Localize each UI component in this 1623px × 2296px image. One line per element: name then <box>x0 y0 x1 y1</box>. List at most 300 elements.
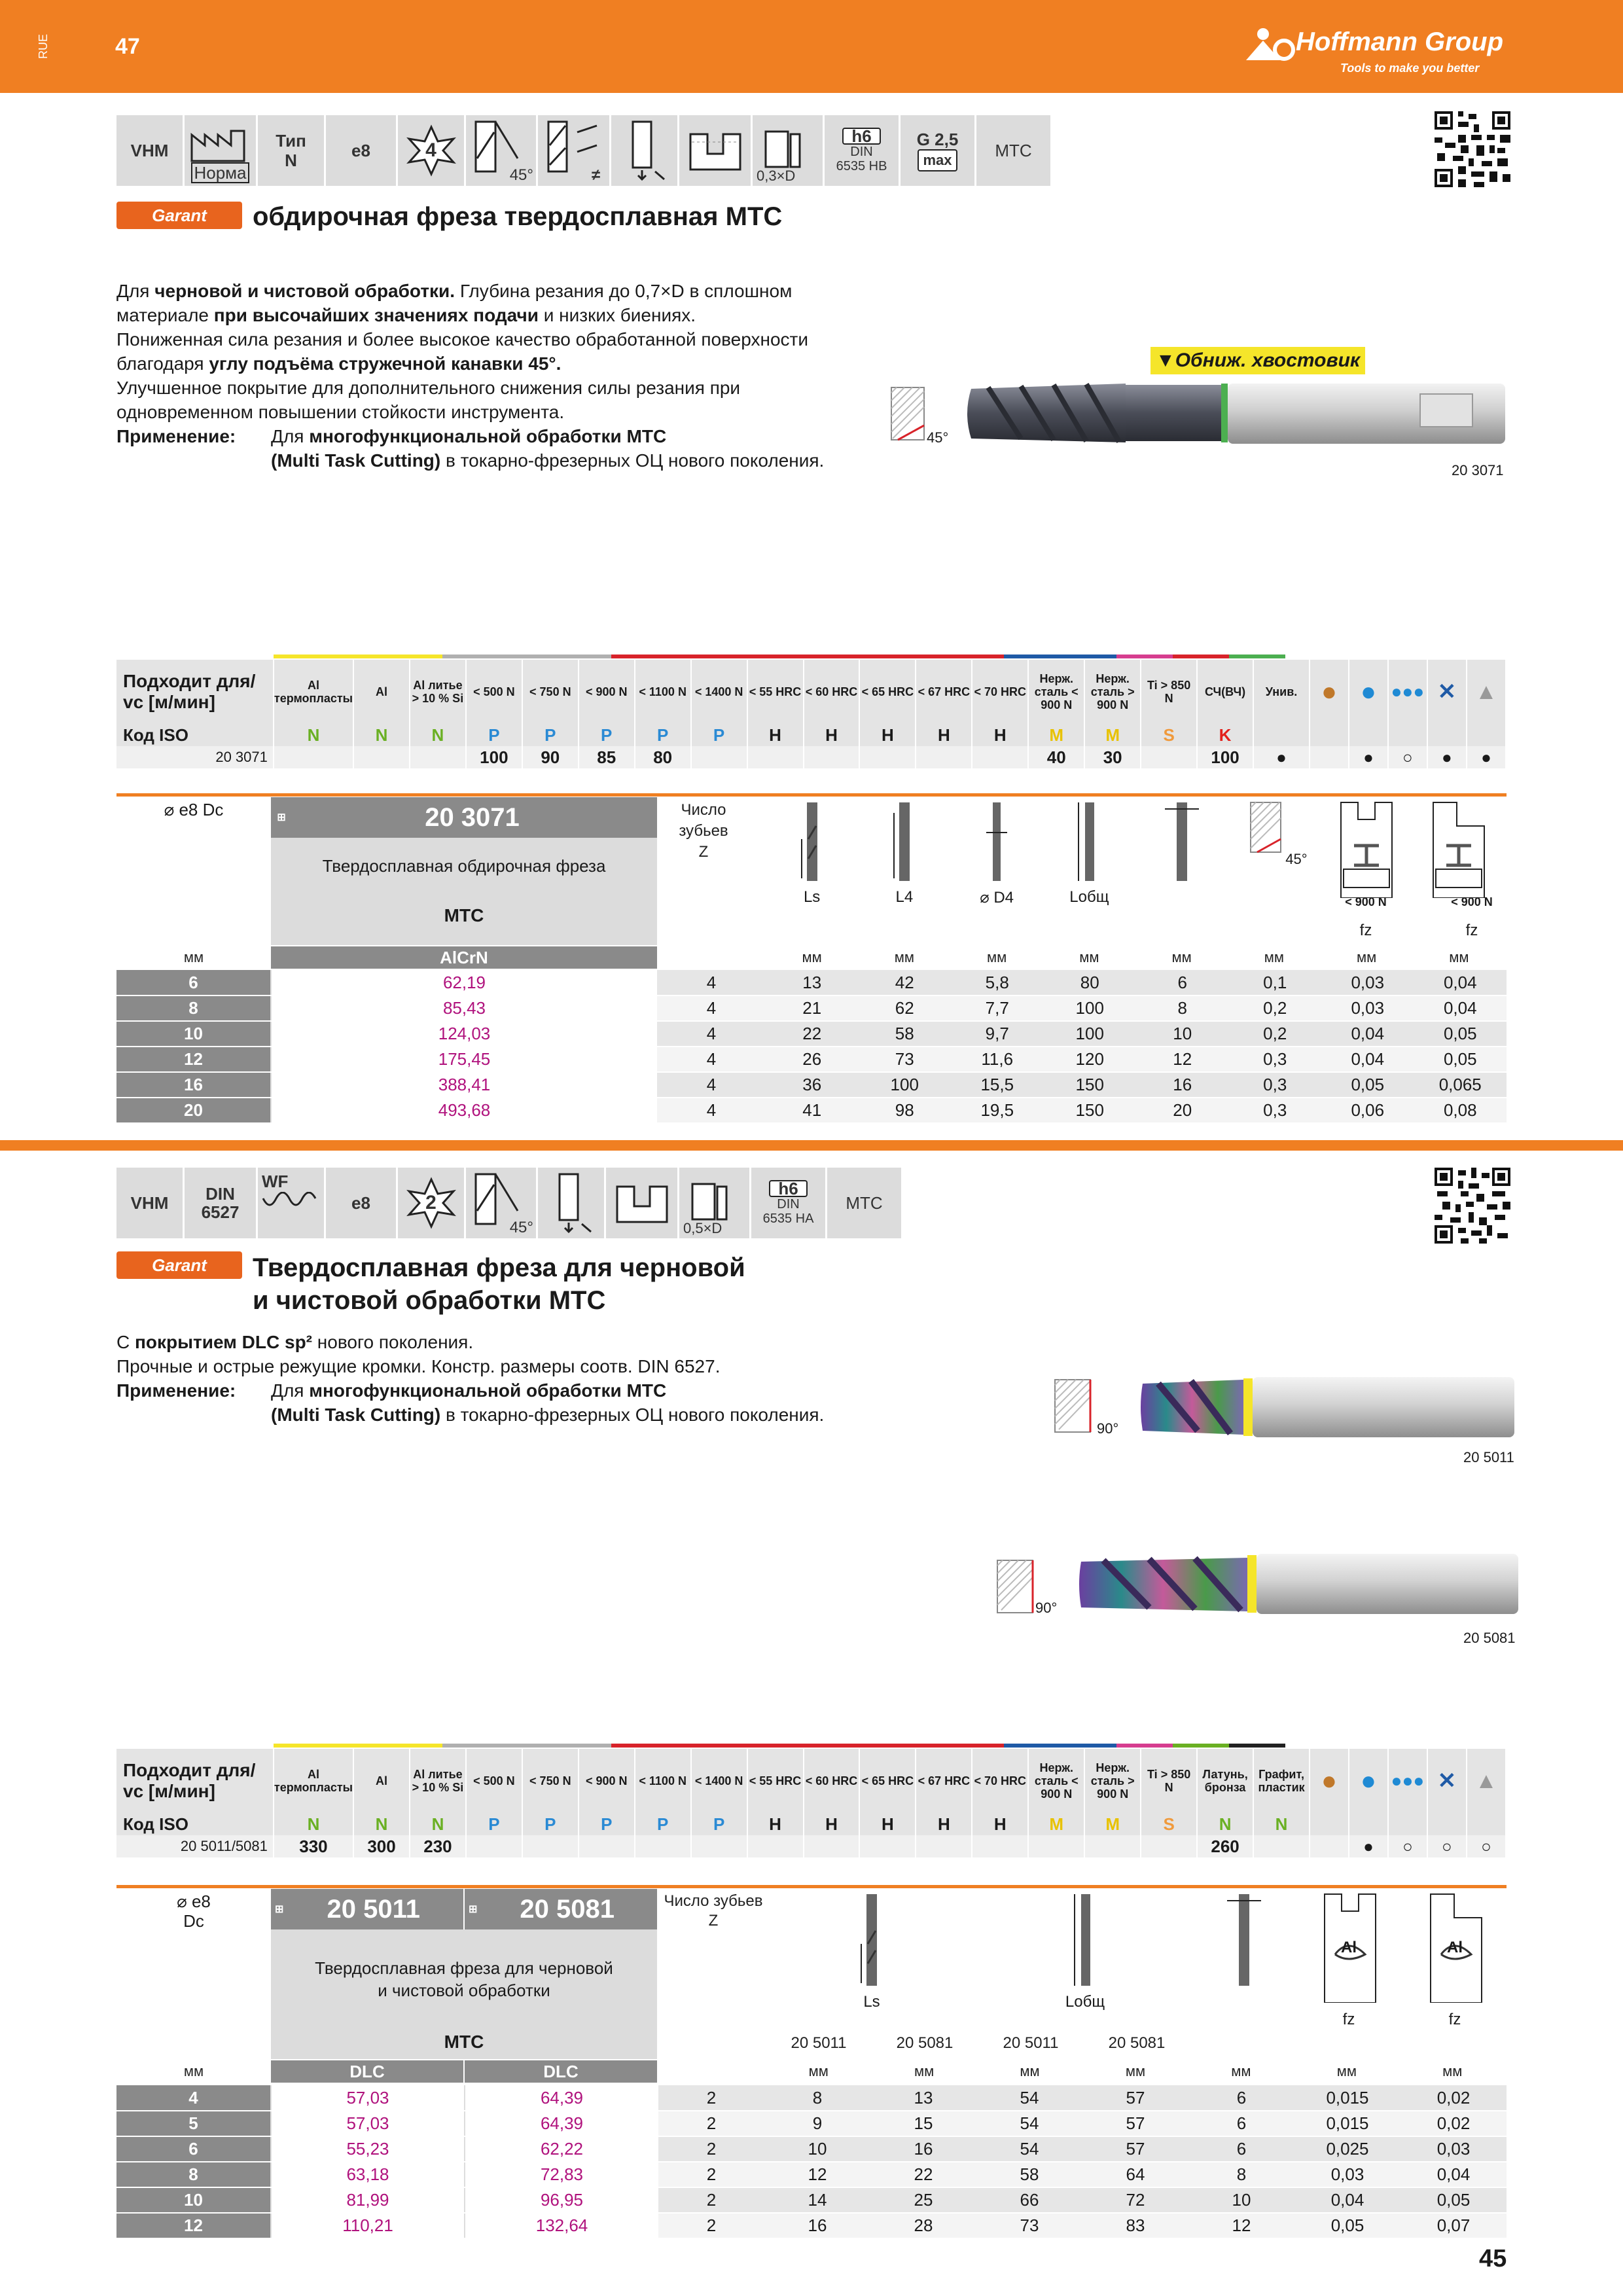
price-cell: 62,19 <box>271 970 657 996</box>
table-cell: 0,2 <box>1229 996 1322 1021</box>
iso-code: H <box>916 1813 972 1835</box>
material-header: Al литье > 10 % Si <box>410 660 466 724</box>
tool-image-203071 <box>962 374 1512 453</box>
table-cell: 20 <box>1136 1098 1229 1123</box>
angle-90-icon <box>995 1558 1041 1617</box>
material-header: < 1100 N <box>635 1749 691 1813</box>
iso-code: M <box>1084 1813 1141 1835</box>
table-cell: 0,025 <box>1294 2136 1400 2162</box>
diameter-cell: 10 <box>116 2187 271 2213</box>
table-cell: 41 <box>766 1098 859 1123</box>
fit-for-label <box>116 660 274 724</box>
table-row <box>116 2162 1507 2187</box>
reduced-shank-note <box>1150 347 1365 374</box>
side-milling-icon <box>762 128 814 173</box>
mtc-label: MTC <box>827 1168 903 1238</box>
table-cell: 57 <box>1082 2085 1188 2111</box>
price-cell: 388,41 <box>271 1072 657 1098</box>
table-cell: 12 <box>1136 1047 1229 1072</box>
ae-value: 0,3×D <box>757 168 796 184</box>
desc-bold: покрытием DLC sp² <box>135 1332 312 1352</box>
product-name-line-2: и чистовой обработки <box>378 1981 550 2000</box>
unit-label: мм <box>1442 2063 1463 2079</box>
table-cell: 15 <box>870 2111 976 2136</box>
page-number: 45 <box>1479 2245 1507 2272</box>
col-ls-head <box>766 1892 978 2011</box>
angle-label-3: 90° <box>1035 1600 1058 1616</box>
table-cell: 58 <box>976 2162 1082 2187</box>
diameter-label-line-1: ⌀ e8 <box>177 1892 211 1911</box>
vhm-label: VHM <box>116 115 185 186</box>
ramping-icon <box>545 1172 597 1234</box>
page-top-number: 47 <box>115 34 140 59</box>
table-cell: 4 <box>657 970 766 996</box>
image-code-1: 20 3071 <box>1452 462 1504 478</box>
table-cell: 8 <box>1188 2162 1294 2187</box>
desc-text: и низких биениях. <box>538 305 696 325</box>
table-cell: 62 <box>859 996 952 1021</box>
table-cell: 2 <box>658 2187 764 2213</box>
plunge-icon <box>611 115 679 186</box>
table-cell: 73 <box>859 1047 952 1072</box>
coating-label-2a: DLC <box>271 2060 463 2083</box>
vc-value <box>916 746 972 768</box>
table-cell: 0,02 <box>1400 2085 1507 2111</box>
diameter-cell: 16 <box>116 1072 271 1098</box>
material-header: Al <box>353 1749 410 1813</box>
diameter-label-line-2: Dc <box>183 1911 204 1931</box>
iso-code: P <box>691 724 747 746</box>
vc-value <box>466 1835 522 1857</box>
row-code: 20 5011/5081 <box>116 1835 274 1857</box>
norm-label: Норма <box>191 162 249 183</box>
table-cell: 98 <box>859 1098 952 1123</box>
table-cell: 0,05 <box>1400 2187 1507 2213</box>
angle-label-1: 45° <box>927 429 949 446</box>
air-icon: ▲ <box>1467 1749 1506 1813</box>
table-cell: 0,04 <box>1321 1047 1414 1072</box>
table-cell: 0,03 <box>1321 970 1414 996</box>
article-number-2b <box>465 1889 657 1929</box>
price-cell: 64,39 <box>465 2085 658 2111</box>
iso-code: H <box>972 724 1028 746</box>
dimension-table-2 <box>116 2085 1507 2239</box>
fz-al-label: Al <box>1341 1939 1357 1956</box>
material-header: < 55 HRC <box>747 1749 804 1813</box>
unit-label: мм <box>1079 949 1099 965</box>
angle-90-icon <box>1052 1377 1098 1436</box>
unit-label: мм <box>987 949 1007 965</box>
vc-value: 330 <box>274 1835 353 1857</box>
desc-bold: (Multi Task Cutting) <box>271 450 441 471</box>
table-row <box>116 2136 1507 2162</box>
iso-code: P <box>579 1813 635 1835</box>
table-cell: 0,05 <box>1321 1072 1414 1098</box>
ls-label: Ls <box>803 888 821 906</box>
teeth-column-header <box>661 1892 766 1931</box>
table-row <box>116 1072 1507 1098</box>
material-header: Унив. <box>1253 660 1310 724</box>
side-language-label: RUE <box>37 33 50 59</box>
vc-value <box>274 746 353 768</box>
desc-bold: (Multi Task Cutting) <box>271 1405 441 1425</box>
article-number-2a <box>271 1889 463 1929</box>
product-name: Твердосплавная обдирочная фреза <box>322 856 606 876</box>
materials-table-1 <box>116 660 1507 768</box>
table-cell: 100 <box>1044 1021 1137 1047</box>
water-drop-icon: ● <box>1349 660 1388 724</box>
table-cell: 54 <box>976 2085 1082 2111</box>
material-header: < 70 HRC <box>972 1749 1028 1813</box>
arrow-down-icon: ▼ <box>1156 350 1175 371</box>
table-cell: 0,08 <box>1414 1098 1507 1123</box>
diameter-cell: 6 <box>116 970 271 996</box>
price-cell: 96,95 <box>465 2187 658 2213</box>
table-cell: 54 <box>976 2111 1082 2136</box>
table-cell: 72 <box>1082 2187 1188 2213</box>
coolant-value <box>1310 746 1349 768</box>
material-header: Нерж. сталь < 900 N <box>1028 1749 1084 1813</box>
table-row <box>116 2085 1507 2111</box>
iso-code: H <box>916 724 972 746</box>
table-cell: 0,05 <box>1294 2213 1400 2238</box>
ls-dimension-icon <box>859 1892 885 1990</box>
coolant-value: ○ <box>1467 1835 1506 1857</box>
vc-value <box>410 746 466 768</box>
tool-image-205081 <box>1077 1551 1522 1617</box>
vc-value <box>691 1835 747 1857</box>
iso-code: H <box>804 724 860 746</box>
iso-code: N <box>410 1813 466 1835</box>
unit-label: мм <box>1357 949 1377 965</box>
table-cell: 0,04 <box>1414 970 1507 996</box>
article-number: 20 5081 <box>520 1894 615 1924</box>
din-label: DIN <box>850 145 873 159</box>
iso-code-label: Код ISO <box>116 1813 274 1835</box>
table-cell: 150 <box>1044 1098 1137 1123</box>
l4-dimension-icon <box>891 800 918 885</box>
desc-text: Пониженная сила резания и более высокое качество обработанной поверхности <box>116 329 808 350</box>
slot-icon <box>679 115 753 186</box>
balance-icon <box>901 115 976 186</box>
slot-milling-icon <box>688 128 743 173</box>
sub-code: 20 5081 <box>896 2034 954 2052</box>
vc-value: 100 <box>1197 746 1253 768</box>
price-cell: 493,68 <box>271 1098 657 1123</box>
article-number: 20 5011 <box>327 1894 420 1924</box>
coolant-value: ○ <box>1427 1835 1467 1857</box>
material-header: Нерж. сталь < 900 N <box>1028 660 1084 724</box>
unit-label: мм <box>1231 2063 1251 2079</box>
table-cell: 54 <box>976 2136 1082 2162</box>
diameter-cell: 6 <box>116 2136 271 2162</box>
material-header: < 500 N <box>466 1749 522 1813</box>
desc-text: Для <box>271 1380 310 1401</box>
table-cell: 4 <box>657 1021 766 1047</box>
teeth-count: 2 <box>425 1192 437 1213</box>
vc-value: 85 <box>579 746 635 768</box>
desc-bold: многофункциональной обработки MTC <box>309 1380 667 1401</box>
vc-value <box>747 746 804 768</box>
balance-grade: G 2,5 <box>916 130 959 149</box>
angle-label-2: 90° <box>1097 1420 1119 1437</box>
table-cell: 0,015 <box>1294 2111 1400 2136</box>
material-color-bar-1 <box>116 655 1507 658</box>
materials-table-2 <box>116 1749 1507 1857</box>
table-cell: 0,1 <box>1229 970 1322 996</box>
h6-din-icon <box>751 1168 827 1238</box>
wf-cell <box>258 1168 326 1238</box>
table-cell: 0,03 <box>1321 996 1414 1021</box>
shank-icon <box>1224 1892 1264 1990</box>
total-length-icon <box>1076 800 1102 885</box>
iso-code: M <box>1028 1813 1084 1835</box>
table-row <box>116 1047 1507 1072</box>
vc-value <box>579 1835 635 1857</box>
table-cell: 6 <box>1188 2111 1294 2136</box>
teeth-header-1: Число <box>681 801 726 819</box>
teeth-header-2: Z <box>708 1912 719 1929</box>
coolant-value: ● <box>1349 746 1388 768</box>
qr-code-icon[interactable] <box>1435 111 1510 187</box>
material-header: СЧ(ВЧ) <box>1197 660 1253 724</box>
table-cell: 12 <box>764 2162 870 2187</box>
sub-codes-row <box>766 2034 1191 2053</box>
table-row <box>116 2187 1507 2213</box>
iso-code: H <box>859 1813 916 1835</box>
material-header: < 900 N <box>579 660 635 724</box>
teeth-icon <box>398 115 466 186</box>
tolerance-label: e8 <box>326 115 398 186</box>
desc-text: Глубина резания до 0,7×D в сплошном <box>455 281 793 301</box>
coolant-value: ○ <box>1388 1835 1427 1857</box>
vc-value: 80 <box>635 746 691 768</box>
unit-label: мм <box>1020 2063 1040 2079</box>
table-cell: 19,5 <box>951 1098 1044 1123</box>
table-cell: 15,5 <box>951 1072 1044 1098</box>
desc-text: материале <box>116 305 214 325</box>
vhm-label: VHM <box>116 1168 185 1238</box>
unit-label: мм <box>808 2063 829 2079</box>
iso-code: N <box>353 724 410 746</box>
iso-code: S <box>1141 724 1197 746</box>
price-cell: 55,23 <box>271 2136 465 2162</box>
din-label: DIN <box>205 1184 235 1204</box>
table-cell: 9,7 <box>951 1021 1044 1047</box>
material-header: Ti > 850 N <box>1141 1749 1197 1813</box>
table-cell: 2 <box>658 2162 764 2187</box>
variable-pitch-icon <box>538 115 611 186</box>
vc-value: 300 <box>353 1835 410 1857</box>
material-header: Ti > 850 N <box>1141 660 1197 724</box>
desc-text: Для <box>116 281 155 301</box>
table-row <box>116 1098 1507 1123</box>
nmax-label: max <box>918 149 957 171</box>
table-cell: 21 <box>766 996 859 1021</box>
iso-code: M <box>1084 724 1141 746</box>
price-cell: 132,64 <box>465 2213 658 2238</box>
vc-value <box>916 1835 972 1857</box>
material-header: < 1400 N <box>691 660 747 724</box>
corner-angle-icon <box>1248 800 1300 859</box>
material-header: < 65 HRC <box>859 1749 916 1813</box>
table-cell: 0,065 <box>1414 1072 1507 1098</box>
tool-image-205011 <box>1139 1374 1518 1440</box>
table-cell: 100 <box>859 1072 952 1098</box>
column-icons-1 <box>766 800 1505 950</box>
iso-code: H <box>747 724 804 746</box>
application-label: Применение: <box>116 1380 236 1401</box>
coating-label-1: AlCrN <box>271 946 657 969</box>
table-cell: 22 <box>870 2162 976 2187</box>
table-cell: 8 <box>1136 996 1229 1021</box>
table-cell: 0,04 <box>1321 1021 1414 1047</box>
table-cell: 2 <box>658 2136 764 2162</box>
image-code-3: 20 5081 <box>1463 1630 1516 1646</box>
table-cell: 25 <box>870 2187 976 2213</box>
desc-text: Улучшенное покрытие для дополнительного снижения силы резания при <box>116 378 741 398</box>
price-cell: 72,83 <box>465 2162 658 2187</box>
table-row <box>116 996 1507 1021</box>
vc-value <box>859 1835 916 1857</box>
iso-code: P <box>522 1813 579 1835</box>
table-cell: 22 <box>766 1021 859 1047</box>
diameter-cell: 4 <box>116 2085 271 2111</box>
unit-label: мм <box>183 2063 204 2079</box>
material-header: < 60 HRC <box>804 1749 860 1813</box>
section-divider <box>116 1885 1507 1888</box>
price-cell: 63,18 <box>271 2162 465 2187</box>
helix-angle: 45° <box>509 1219 533 1236</box>
material-header: < 900 N <box>579 1749 635 1813</box>
ls-label: Ls <box>863 1993 880 2011</box>
sub-code: 20 5011 <box>1003 2034 1059 2052</box>
coolant-value: ● <box>1427 746 1467 768</box>
diameter-cell: 12 <box>116 1047 271 1072</box>
vc-value <box>1253 1835 1310 1857</box>
fit-for-label-2: vc [м/мин] <box>123 1781 215 1801</box>
desc-text: одновременном повышении стойкости инструмента. <box>116 402 565 422</box>
material-header: Al термопласты <box>274 1749 353 1813</box>
norm-icon <box>185 115 258 186</box>
dry-icon: ✕ <box>1427 1749 1467 1813</box>
material-header: < 55 HRC <box>747 660 804 724</box>
sub-code: 20 5081 <box>1108 2034 1166 2052</box>
material-header: < 500 N <box>466 660 522 724</box>
h6-din-icon <box>825 115 901 186</box>
table-cell: 0,07 <box>1400 2213 1507 2238</box>
plunge-icon <box>538 1168 606 1238</box>
table-cell: 58 <box>859 1021 952 1047</box>
brand-tagline: Tools to make you better <box>1340 62 1480 75</box>
table-cell: 0,03 <box>1294 2162 1400 2187</box>
iso-code: N <box>1197 1813 1253 1835</box>
material-header: < 65 HRC <box>859 660 916 724</box>
desc-text: Прочные и острые режущие кромки. Констр. размеры соотв. DIN 6527. <box>116 1356 721 1376</box>
l4-label: L4 <box>895 888 914 906</box>
oil-drop-icon: ● <box>1310 660 1349 724</box>
d4-dimension-icon <box>984 800 1010 885</box>
din-cell <box>185 1168 258 1238</box>
dimension-table-1 <box>116 970 1507 1124</box>
table-cell: 73 <box>976 2213 1082 2238</box>
hoffmann-logo-icon <box>1243 26 1296 63</box>
product-name-box-2 <box>271 1929 657 2059</box>
feature-icon-strip <box>116 115 1069 186</box>
desc-bold: углу подъёма стружечной канавки 45°. <box>209 353 562 374</box>
table-row <box>116 2111 1507 2136</box>
unit-label: мм <box>802 949 822 965</box>
iso-code <box>1253 724 1310 746</box>
material-header: Латунь, бронза <box>1197 1749 1253 1813</box>
material-header: < 67 HRC <box>916 1749 972 1813</box>
table-cell: 5,8 <box>951 970 1044 996</box>
price-cell: 62,22 <box>465 2136 658 2162</box>
table-cell: 10 <box>764 2136 870 2162</box>
mist-icon: ●●● <box>1388 660 1427 724</box>
material-header: < 1100 N <box>635 660 691 724</box>
table-cell: 10 <box>1188 2187 1294 2213</box>
din-number: 6535 HA <box>762 1211 814 1226</box>
total-length-label: Lобщ <box>1069 888 1109 906</box>
wave-profile-icon <box>262 1192 321 1211</box>
fz-label: fz <box>1359 922 1372 939</box>
d4-label: ⌀ D4 <box>980 889 1014 906</box>
fz-side-steel-icon <box>1431 800 1487 898</box>
product-title-2 <box>253 1251 745 1317</box>
product-name-line-1: Твердосплавная фреза для черновой <box>315 1958 613 1978</box>
table-cell: 100 <box>1044 996 1137 1021</box>
iso-code: H <box>804 1813 860 1835</box>
total-length-icon <box>1072 1892 1098 1990</box>
water-drop-icon: ● <box>1349 1749 1388 1813</box>
reduced-shank-label: Обниж. хвостовик <box>1175 350 1361 371</box>
product-title-line-2: и чистовой обработки MTC <box>253 1286 606 1315</box>
desc-text: Для <box>271 426 310 446</box>
vc-value: 100 <box>466 746 522 768</box>
wf-label: WF <box>262 1172 289 1191</box>
iso-code: N <box>353 1813 410 1835</box>
garant-logo: Garant <box>116 202 242 229</box>
table-cell: 16 <box>870 2136 976 2162</box>
iso-code: P <box>579 724 635 746</box>
product-description-1 <box>116 279 902 473</box>
factory-icon <box>189 128 252 162</box>
table-cell: 57 <box>1082 2136 1188 2162</box>
ae-value: 0,5×D <box>683 1220 722 1236</box>
desc-text: С <box>116 1332 135 1352</box>
vc-value <box>804 1835 860 1857</box>
diameter-cell: 10 <box>116 1021 271 1047</box>
table-cell: 0,015 <box>1294 2085 1400 2111</box>
table-cell: 120 <box>1044 1047 1137 1072</box>
product-title-1: обдирочная фреза твердосплавная MTC <box>253 202 783 231</box>
not-equal-label: ≠ <box>591 166 600 184</box>
ramping-icon <box>618 119 671 182</box>
diameter-cell: 20 <box>116 1098 271 1123</box>
price-cell: 64,39 <box>465 2111 658 2136</box>
diameter-cell: 12 <box>116 2213 271 2238</box>
material-header: < 750 N <box>522 1749 579 1813</box>
fit-for-label-1: Подходит для/ <box>123 671 256 691</box>
diameter-label-1: ⌀ e8 Dc <box>164 800 224 819</box>
slot-milling-icon <box>615 1180 669 1226</box>
ls-dimension-icon <box>799 800 825 885</box>
teeth-count: 4 <box>425 139 437 161</box>
fit-for-label-1: Подходит для/ <box>123 1760 256 1780</box>
qr-code-icon[interactable] <box>1435 1168 1510 1244</box>
table-cell: 12 <box>1188 2213 1294 2238</box>
